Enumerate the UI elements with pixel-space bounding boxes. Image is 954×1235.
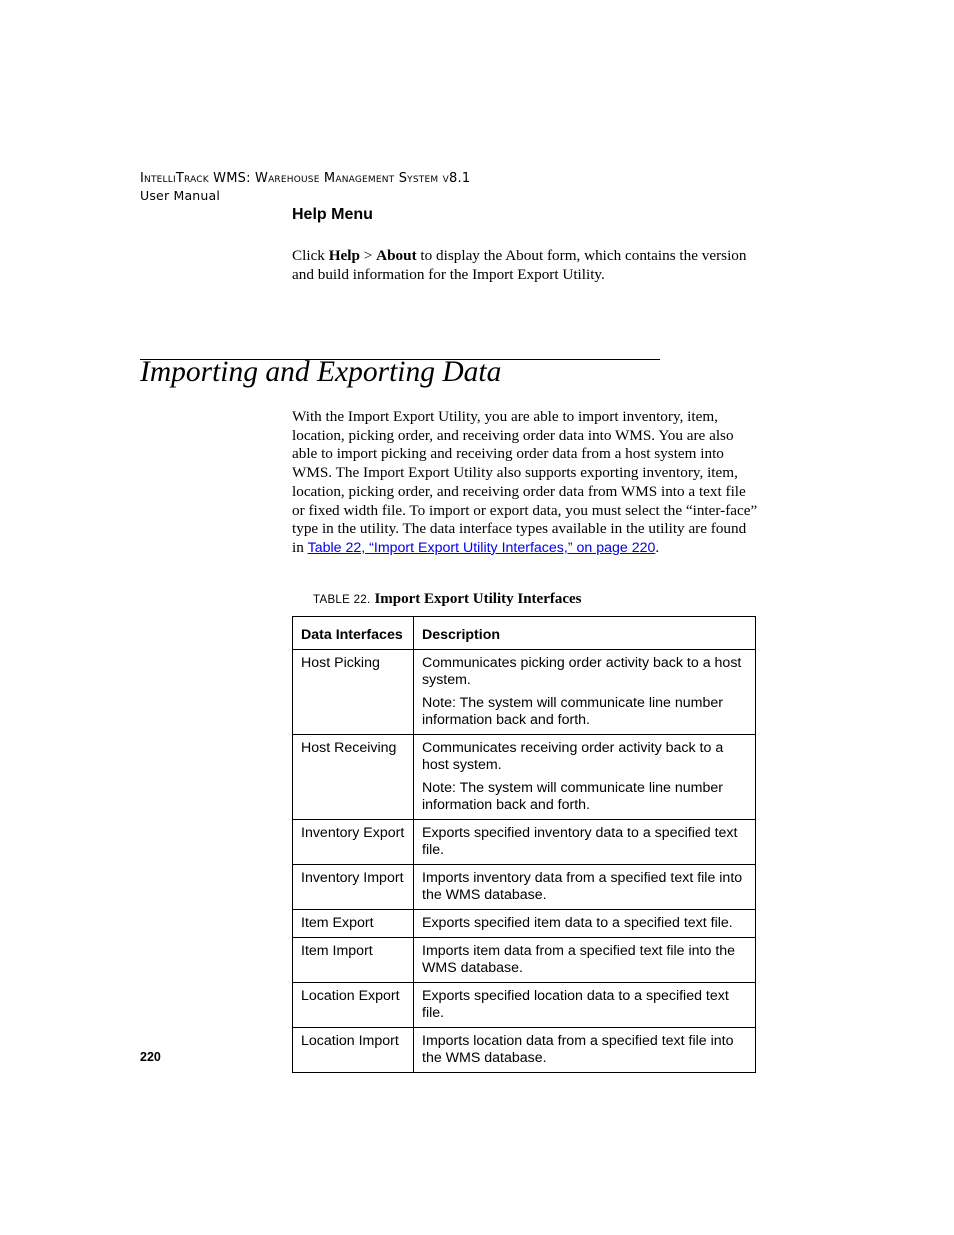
para-click: Click	[292, 247, 325, 264]
interface-description: Exports specified inventory data to a specified text file.	[414, 820, 756, 865]
description-text: Communicates receiving order activity back to a host system.	[422, 740, 724, 773]
interface-name: Host Picking	[293, 650, 414, 735]
about-menu-term: About	[376, 247, 417, 264]
chapter-title: Importing and Exporting Data	[140, 356, 502, 388]
interface-description: Exports specified location data to a specified text file.	[414, 983, 756, 1028]
manual-title: IntelliTrack WMS: Warehouse Management System v8.1	[140, 171, 471, 186]
intro-text: With the Import Export Utility, you are able to import inventory, item, location, picking order, and receiving order data into WMS. You are also able to import picking and receiving order data from a host system into WMS. The Import Export Utility also supports exporting inventory, item, location, picking order, and receiving order data from WMS into a text file or fixed width file. To import or export data, you must select the “inter-face” type in the utility. The data interface types available in the utility are found in	[292, 408, 758, 556]
interface-name: Item Export	[293, 910, 414, 938]
page-number: 220	[140, 1050, 161, 1064]
interface-name: Location Import	[293, 1028, 414, 1073]
description-note: Note: The system will communicate line number information back and forth.	[422, 695, 723, 728]
table-header-row	[293, 617, 756, 650]
help-menu-heading: Help Menu	[292, 206, 373, 223]
table-caption-title: Import Export Utility Interfaces	[374, 591, 582, 607]
table-caption	[313, 590, 582, 608]
table-cross-reference-link[interactable]: Table 22, “Import Export Utility Interfaces,” on page 220	[307, 539, 656, 556]
help-menu-paragraph	[292, 247, 758, 284]
para-rest: to display the About form, which contains the version and build information for the Import Export Utility.	[292, 247, 747, 283]
table-row	[293, 820, 756, 865]
table-caption-label: TABLE 22.	[313, 594, 371, 606]
table-row	[293, 650, 756, 735]
interface-description: Imports inventory data from a specified text file into the WMS database.	[414, 865, 756, 910]
column-header-data-interfaces: Data Interfaces	[293, 617, 414, 650]
help-menu-term: Help	[328, 247, 360, 264]
interface-name: Inventory Export	[293, 820, 414, 865]
interfaces-table	[292, 616, 756, 1073]
table-row	[293, 1028, 756, 1073]
interface-name: Location Export	[293, 983, 414, 1028]
description-note: Note: The system will communicate line number information back and forth.	[422, 780, 723, 813]
table-row	[293, 938, 756, 983]
interface-name: Host Receiving	[293, 735, 414, 820]
interface-description: Exports specified item data to a specified text file.	[414, 910, 756, 938]
running-head	[140, 170, 470, 204]
description-text: Communicates picking order activity back to a host system.	[422, 655, 742, 688]
interface-description	[414, 735, 756, 820]
manual-subtitle: User Manual	[140, 188, 221, 203]
table-row	[293, 910, 756, 938]
intro-end: .	[655, 538, 660, 556]
interface-description: Imports location data from a specified text file into the WMS database.	[414, 1028, 756, 1073]
interface-name: Inventory Import	[293, 865, 414, 910]
interface-description: Imports item data from a specified text file into the WMS database.	[414, 938, 756, 983]
table-row	[293, 735, 756, 820]
table-row	[293, 983, 756, 1028]
table-row	[293, 865, 756, 910]
interface-name: Item Import	[293, 938, 414, 983]
interface-description	[414, 650, 756, 735]
menu-separator: >	[363, 247, 373, 264]
column-header-description: Description	[414, 617, 756, 650]
intro-paragraph	[292, 408, 758, 558]
